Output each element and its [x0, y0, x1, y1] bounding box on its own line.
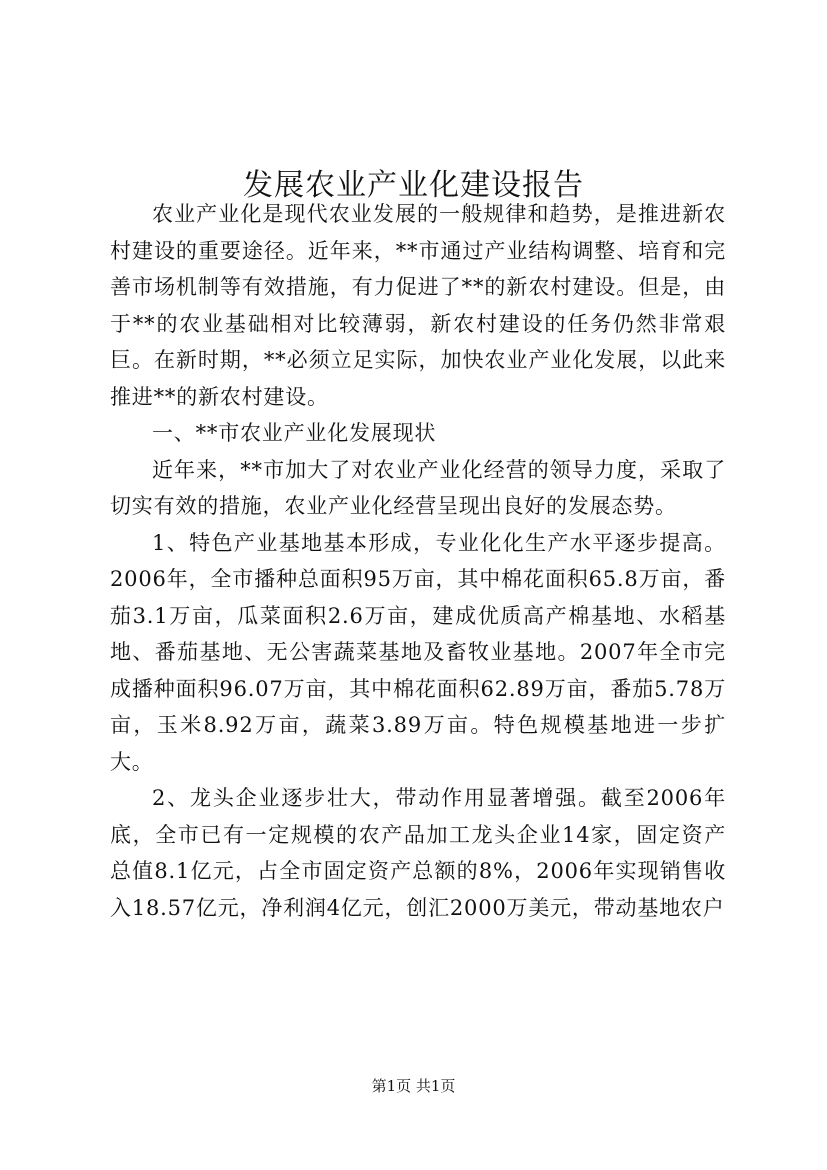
paragraph-point-1: 1、特色产业基地基本形成，专业化化生产水平逐步提高。2006年，全市播种总面积95万亩，其中棉花面积65.8万亩，番茄3.1万亩，瓜菜面积2.6万亩，建成优质高产棉基地、水稻基地、番茄基地、无公害蔬菜基地及畜牧业基地。2007年全市完成播种面积96.07万亩，其中棉花面积62.89万亩，番茄5.78万亩，玉米8.92万亩，蔬菜3.89万亩。特色规模基地进一步扩大。: [110, 530, 726, 774]
paragraph-overview: 近年来，**市加大了对农业产业化经营的领导力度，采取了切实有效的措施，农业产业化经营呈现出良好的发展态势。: [110, 457, 726, 518]
paragraph-intro: 农业产业化是现代农业发展的一般规律和趋势，是推进新农村建设的重要途径。近年来，**市通过产业结构调整、培育和完善市场机制等有效措施，有力促进了**的新农村建设。但是，由于**的农业基础相对比较薄弱，新农村建设的任务仍然非常艰巨。在新时期，**必须立足实际，加快农业产业化发展，以此来推进**的新农村建设。: [110, 202, 726, 409]
section-heading-1: 一、**市农业产业化发展现状: [152, 421, 437, 445]
page-footer: 第1页 共1页: [371, 1077, 456, 1095]
document-title: 发展农业产业化建设报告: [243, 168, 584, 204]
paragraph-point-2: 2、龙头企业逐步壮大，带动作用显著增强。截至2006年底，全市已有一定规模的农产品加工龙头企业14家，固定资产总值8.1亿元，占全市固定资产总额的8%，2006年实现销售收入18.57亿元，净利润4亿元，创汇2000万美元，带动基地农户: [110, 786, 726, 920]
document-body: [110, 196, 726, 926]
